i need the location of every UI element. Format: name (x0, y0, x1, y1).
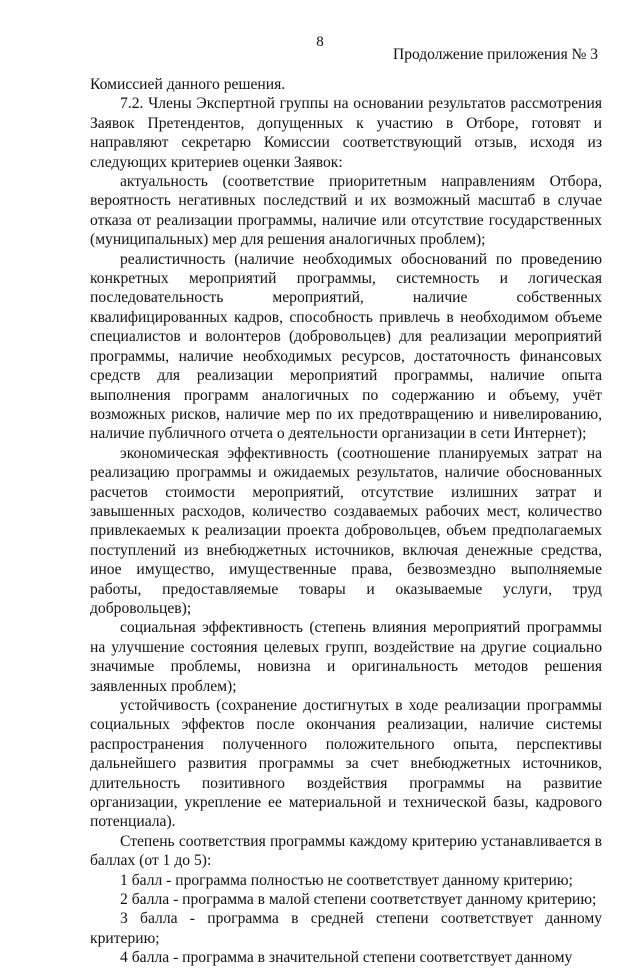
paragraph: Комиссией данного решения. (90, 76, 286, 93)
paragraph: актуальность (соответствие приоритетным направлениям Отбора, вероятность негативных последствий и их возможный масштаб в случае отказа от реализации программы, наличие или отсутствие государственных (муниципальных) мер для решения аналогичных проблем); (90, 173, 602, 249)
paragraph: 3 балла - программа в средней степени соответствует данному критерию; (90, 910, 602, 947)
page-number: 8 (316, 34, 324, 50)
paragraph: 1 балл - программа полностью не соответствует данному критерию; (120, 871, 573, 889)
paragraph: 7.2. Члены Экспертной группы на основании результатов рассмотрения Заявок Претендентов, допущенных к участию в Отборе, готовят и направляют секретарю Комиссии соответствующий отзыв, исходя из следующих критериев оценки Заявок: (90, 95, 602, 171)
paragraph: устойчивость (сохранение достигнутых в ходе реализации программы социальных эффектов после окончания реализации, наличие системы распространения полученного положительного опыта, перспективы дальнейшего развития программы за счет внебюджетных источников, длительность позитивного воздействия программы на развитие организации, укрепление ее материальной и технической базы, кадрового потенциала). (90, 697, 602, 831)
running-header: Продолжение приложения № 3 (393, 46, 598, 63)
paragraph: Степень соответствия программы каждому критерию устанавливается в баллах (от 1 до 5): (90, 832, 602, 870)
paragraph: социальная эффективность (степень влияния мероприятий программы на улучшение состояния целевых групп, воздействие на другие социально значимые проблемы, новизна и оригинальность методов решения заявленных проблем); (90, 619, 602, 695)
paragraph: 4 балла - программа в значительной степени соответствует данному (120, 949, 573, 967)
paragraph: 2 балла - программа в малой степени соответствует данному критерию; (120, 891, 597, 909)
paragraph: реалистичность (наличие необходимых обоснований по проведению конкретных мероприятий программы, системность и логическая последовательность мероприятий, наличие собственных квалифицированных кадров, способность привлечь в необходимом объеме специалистов и волонтеров (добровольцев) для реализации мероприятий программы, наличие необходимых ресурсов, достаточность финансовых средств для реализации мероприятий программы, наличие опыта выполнения программ аналогичных по содержанию и объему, учёт возможных рисков, наличие мер по их предотвращению и нивелированию, наличие публичного отчета о деятельности организации в сети Интернет); (90, 250, 602, 443)
document-body (90, 75, 602, 968)
paragraph: экономическая эффективность (соотношение планируемых затрат на реализацию программы и ожидаемых результатов, наличие обоснованных расчетов стоимости мероприятий, отсутствие излишних затрат и завышенных расходов, количество создаваемых рабочих мест, количество привлекаемых к реализации проекта добровольцев, объем предполагаемых поступлений из внебюджетных источников, включая денежные средства, иное имущество, имущественные права, безвозмездно выполняемые работы, предоставляемые товары и оказываемые услуги, труд добровольцев); (90, 444, 602, 617)
